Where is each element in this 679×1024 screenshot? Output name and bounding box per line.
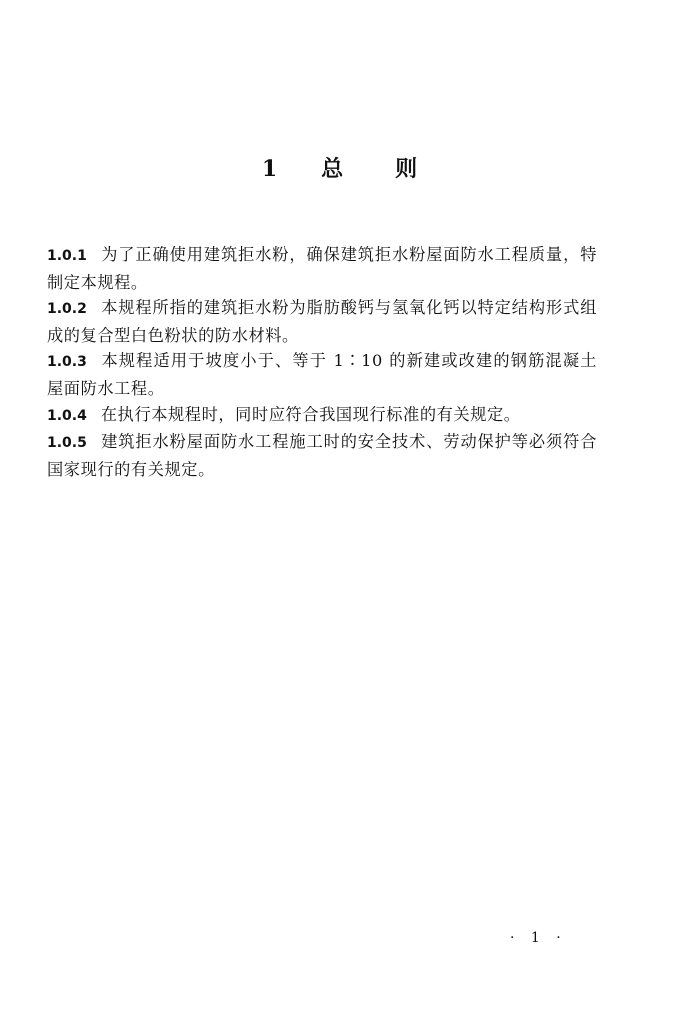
- chapter-number: 1: [261, 156, 278, 182]
- clause-text: 本规程适用于坡度小于、等于 1∶10 的新建或改建的钢筋混凝土屋面防水工程。: [47, 351, 597, 398]
- clause-number: 1.0.2: [47, 301, 87, 318]
- clause-text: 建筑拒水粉屋面防水工程施工时的安全技术、劳动保护等必须符合国家现行的有关规定。: [47, 432, 597, 479]
- clause-1-0-1: [47, 242, 597, 295]
- chapter-title-char-1: 总: [321, 156, 344, 182]
- clause-1-0-4: [47, 402, 597, 430]
- clause-number: 1.0.4: [47, 407, 87, 424]
- chapter-heading: [0, 152, 679, 183]
- clause-1-0-5: [47, 429, 597, 482]
- clause-text: 为了正确使用建筑拒水粉，确保建筑拒水粉屋面防水工程质量，特制定本规程。: [47, 245, 597, 292]
- clause-number: 1.0.5: [47, 435, 87, 452]
- clause-number: 1.0.3: [47, 354, 87, 371]
- clause-text: 本规程所指的建筑拒水粉为脂肪酸钙与氢氧化钙以特定结构形式组成的复合型白色粉状的防水材料。: [47, 298, 597, 345]
- clause-number: 1.0.1: [47, 248, 87, 264]
- clause-1-0-3: [47, 348, 597, 401]
- chapter-title-char-2: 则: [395, 156, 418, 182]
- clause-1-0-2: [47, 295, 597, 348]
- clauses-body: [47, 242, 597, 482]
- page-number: · 1 ·: [510, 930, 567, 946]
- clause-text: 在执行本规程时，同时应符合我国现行标准的有关规定。: [100, 404, 521, 424]
